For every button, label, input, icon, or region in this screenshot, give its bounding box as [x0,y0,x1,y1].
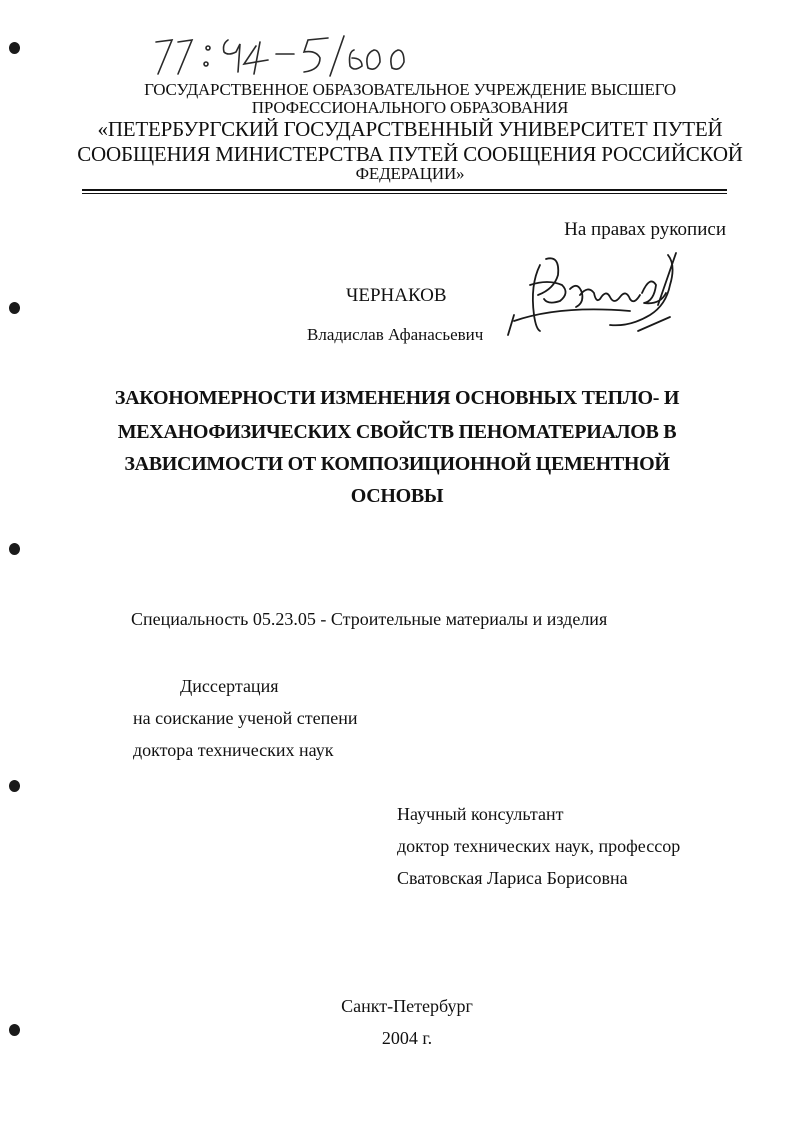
handwritten-archive-number [148,22,438,82]
city: Санкт-Петербург [341,996,473,1016]
consultant-name: Сватовская Лариса Борисовна [397,868,628,888]
consultant-degree: доктор технических наук, профессор [397,836,681,856]
punch-hole-1 [9,42,20,54]
degree-line-1: на соискание ученой степени [133,708,358,728]
dissertation-title-line-4: ОСНОВЫ [350,485,444,507]
header-divider-thick [82,189,727,191]
dissertation-label: Диссертация [180,676,279,696]
dissertation-title-line-2: МЕХАНОФИЗИЧЕСКИХ СВОЙСТВ ПЕНОМАТЕРИАЛОВ В [117,421,677,443]
dissertation-title-line-3: ЗАВИСИМОСТИ ОТ КОМПОЗИЦИОННОЙ ЦЕМЕНТНОЙ [124,453,670,475]
degree-line-2: доктора технических наук [133,740,334,760]
institution-line-3: «ПЕТЕРБУРГСКИЙ ГОСУДАРСТВЕННЫЙ УНИВЕРСИТЕТ ПУТЕЙ [97,117,723,141]
header-divider-thin [82,193,727,194]
institution-line-4: СООБЩЕНИЯ МИНИСТЕРСТВА ПУТЕЙ СООБЩЕНИЯ РОССИЙСКОЙ [77,142,743,166]
author-given-names: Владислав Афанасьевич [307,325,484,344]
specialty: Специальность 05.23.05 - Строительные материалы и изделия [131,609,608,629]
consultant-label: Научный консультант [397,804,564,824]
punch-hole-2 [9,302,20,314]
author-surname: ЧЕРНАКОВ [346,285,447,306]
year: 2004 г. [381,1028,433,1048]
institution-line-2: ПРОФЕССИОНАЛЬНОГО ОБРАЗОВАНИЯ [251,98,569,117]
author-signature [500,245,710,345]
institution-line-5: ФЕДЕРАЦИИ» [355,164,465,183]
institution-line-1: ГОСУДАРСТВЕННОЕ ОБРАЗОВАТЕЛЬНОЕ УЧРЕЖДЕНИЕ ВЫСШЕГО [144,80,676,99]
punch-hole-3 [9,543,20,555]
dissertation-title-line-1: ЗАКОНОМЕРНОСТИ ИЗМЕНЕНИЯ ОСНОВНЫХ ТЕПЛО- И [114,387,680,409]
manuscript-rights-note: На правах рукописи [564,219,726,240]
punch-hole-4 [9,780,20,792]
